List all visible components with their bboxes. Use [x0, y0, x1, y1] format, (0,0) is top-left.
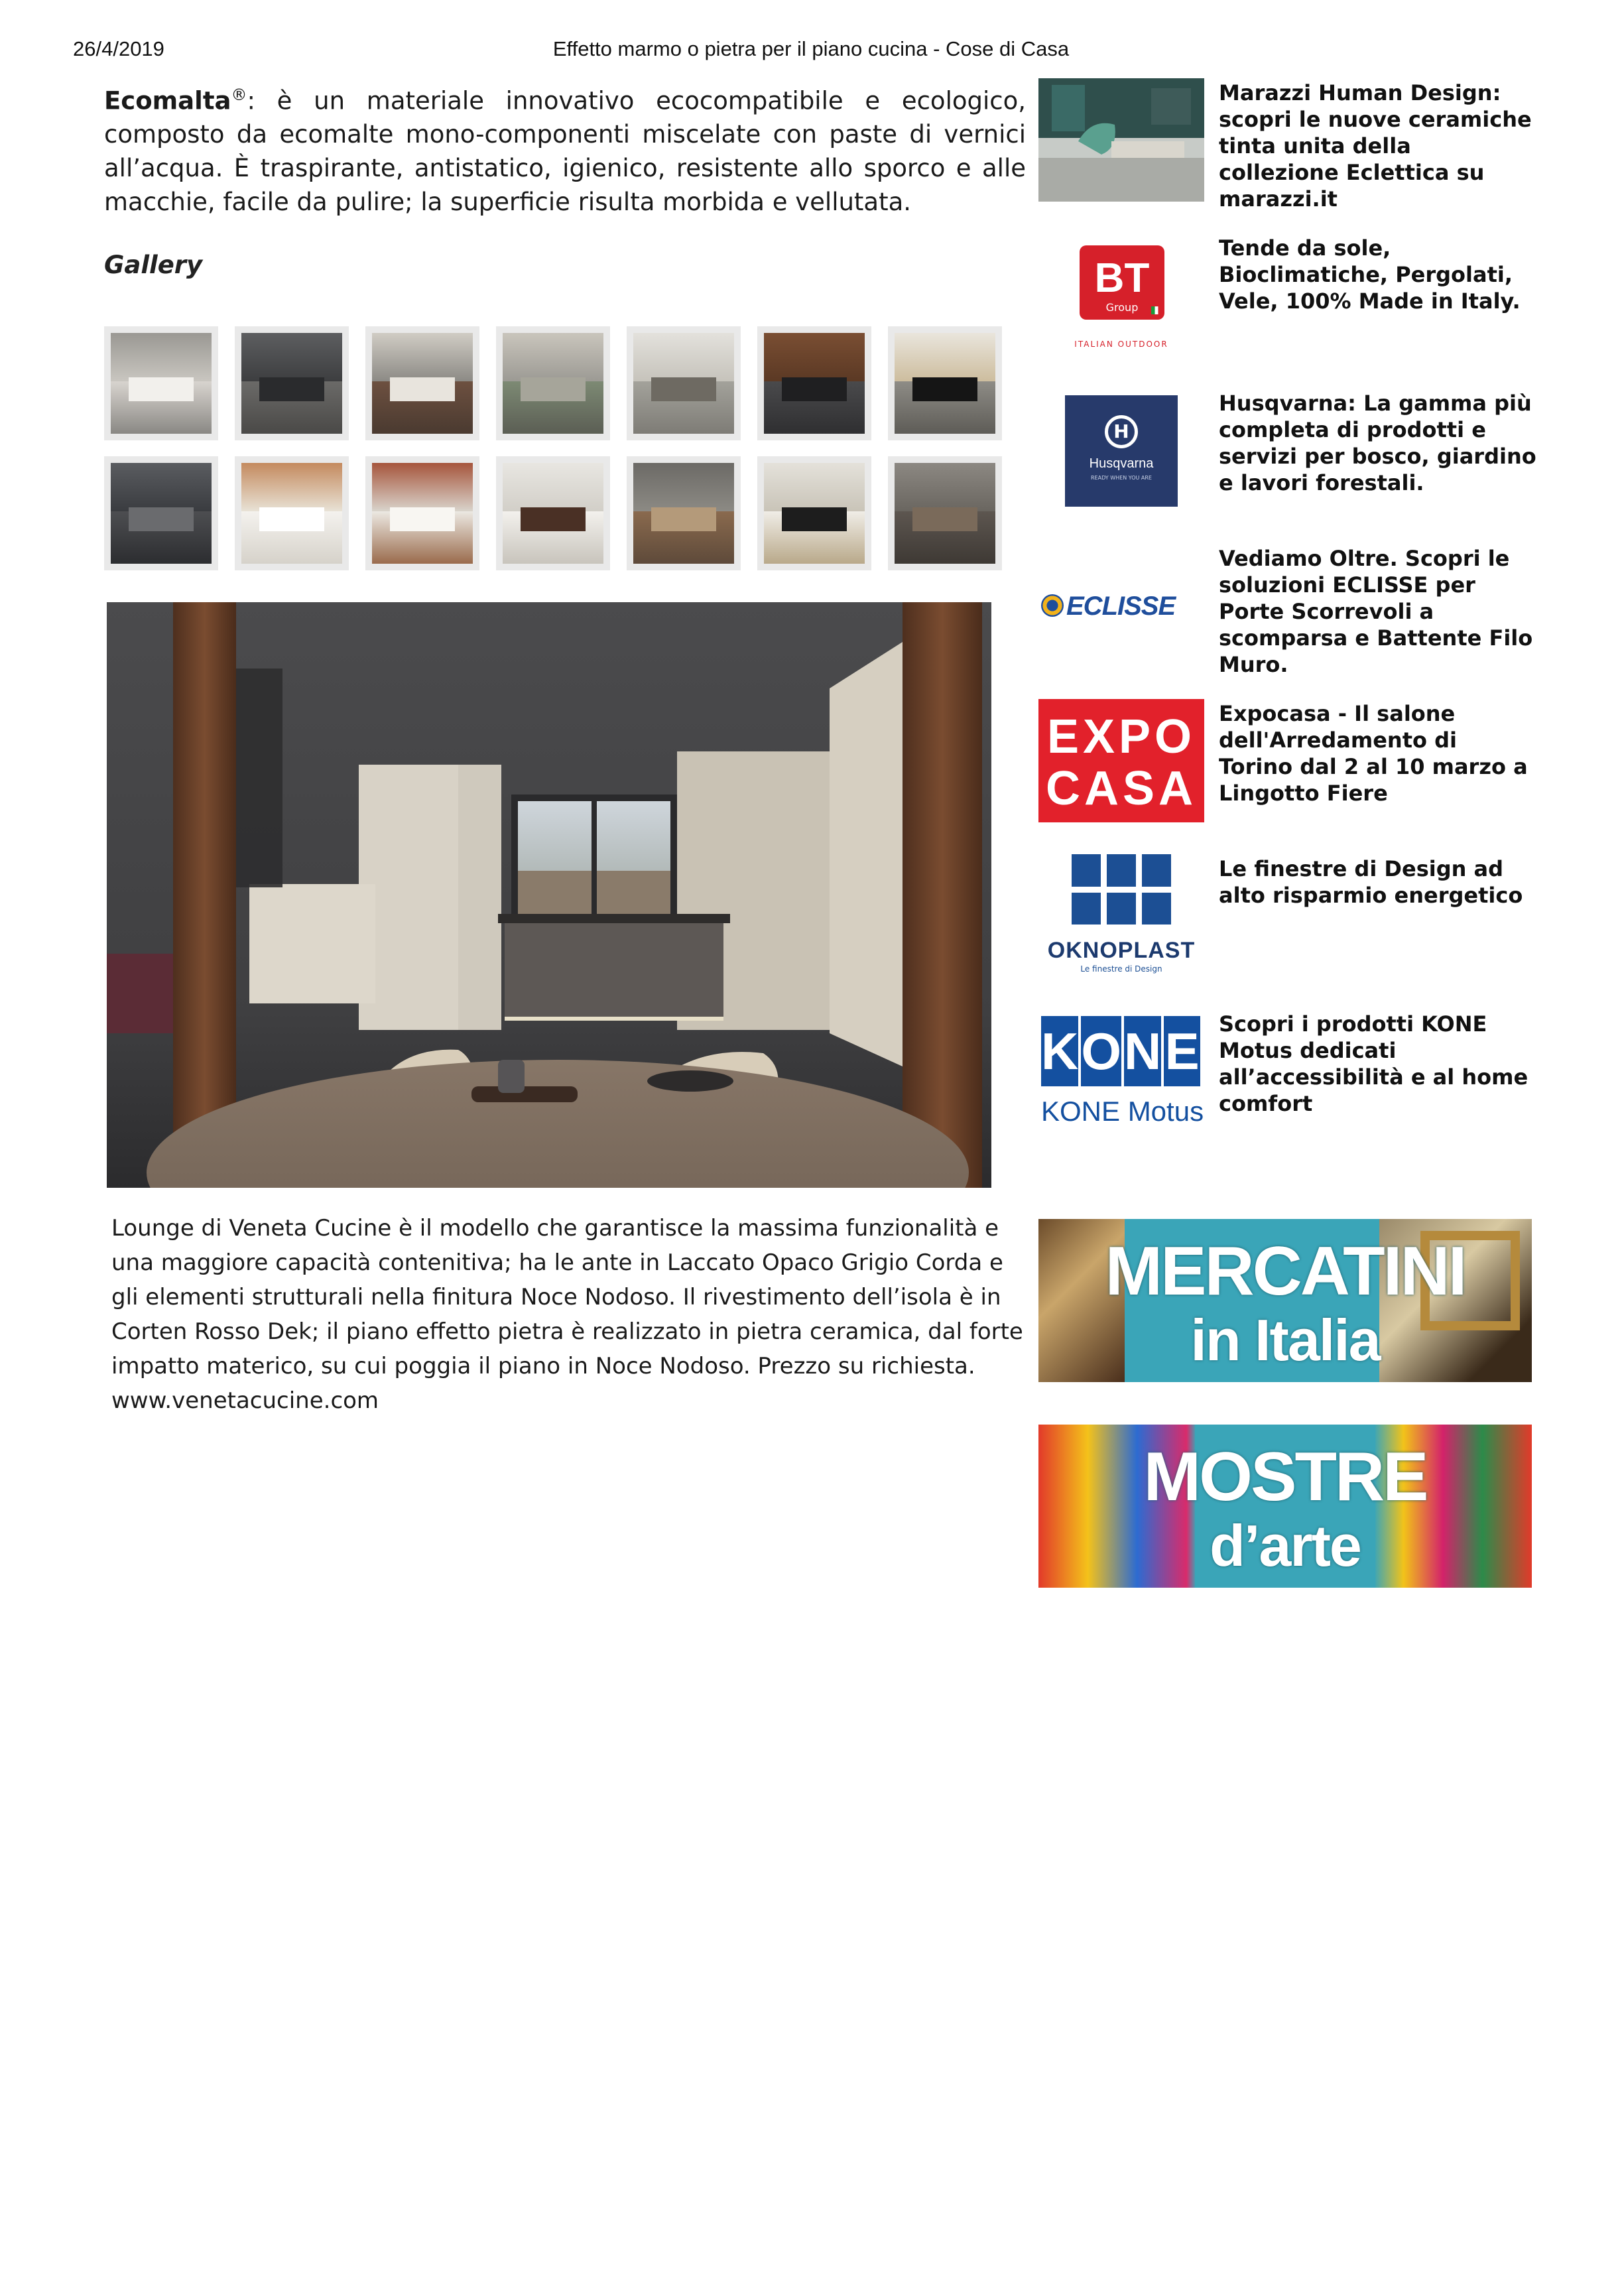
intro-text: : è un materiale innovativo ecocompatibile e ecologico, composto da ecomalte mono-componenti miscelate con paste di vernici all’acqua. È traspirante, antistatico, igienico, resistente allo sporco e alle macchie, facile da pulire; la superficie risulta morbida e vellutata. — [104, 86, 1026, 217]
kone-letters: K O N E — [1041, 1016, 1200, 1086]
kone-ad-text[interactable]: Scopri i prodotti KONE Motus dedicati all’accessibilità e al home comfort — [1219, 1011, 1528, 1116]
expocasa-line2: CASA — [1045, 762, 1197, 815]
husqvarna-ad-text[interactable]: Husqvarna: La gamma più completa di prodotti e servizi per bosco, giardino e lavori forestali. — [1219, 391, 1536, 495]
gallery-thumb[interactable] — [104, 326, 218, 440]
husqvarna-crown-icon: H — [1105, 415, 1138, 448]
husqvarna-logo[interactable] — [1038, 389, 1204, 512]
gallery-thumb[interactable] — [365, 456, 479, 570]
mostre-line1: MOSTRE — [1143, 1438, 1427, 1515]
husqvarna-wordmark: Husqvarna — [1089, 456, 1154, 471]
gallery-thumb[interactable] — [627, 326, 741, 440]
mercatini-banner[interactable] — [1038, 1219, 1532, 1382]
veneta-link[interactable]: www.venetacucine.com — [111, 1387, 379, 1414]
oknoplast-wordmark: OKNOPLAST — [1047, 938, 1196, 963]
gallery-thumb[interactable] — [888, 326, 1002, 440]
oknoplast-logo[interactable] — [1038, 854, 1204, 978]
marazzi-ad-image[interactable] — [1038, 78, 1204, 202]
husqvarna-tagline: READY WHEN YOU ARE — [1091, 475, 1152, 481]
bt-logo-text: BT — [1094, 255, 1150, 301]
bt-ad-text[interactable]: Tende da sole, Bioclimatiche, Pergolati, Vele, 100% Made in Italy. — [1219, 235, 1521, 314]
kone-sub: KONE Motus — [1041, 1096, 1204, 1127]
gallery-thumb[interactable] — [365, 326, 479, 440]
expocasa-logo[interactable] — [1038, 699, 1204, 822]
husqvarna-box — [1065, 395, 1178, 507]
gallery-heading: Gallery — [104, 251, 203, 279]
eclisse-ad-text[interactable]: Vediamo Oltre. Scopri le soluzioni ECLISSE per Porte Scorrevoli a scomparsa e Battente Filo Muro. — [1219, 546, 1533, 677]
mostre-banner[interactable] — [1038, 1425, 1532, 1588]
gallery-thumb[interactable] — [104, 456, 218, 570]
mercatini-line1: MERCATINI — [1105, 1233, 1466, 1310]
intro-paragraph — [104, 78, 1026, 219]
oknoplast-ad-text[interactable]: Le finestre di Design ad alto risparmio energetico — [1219, 856, 1523, 908]
expocasa-line1: EXPO — [1046, 710, 1196, 763]
mostre-line2: d’arte — [1210, 1513, 1361, 1578]
bt-group-logo[interactable] — [1038, 233, 1204, 357]
bt-logo-sub: Group — [1105, 301, 1139, 314]
bt-logo-foot: ITALIAN OUTDOOR — [1074, 340, 1168, 349]
print-title: Effetto marmo o pietra per il piano cucina - Cose di Casa — [552, 37, 1070, 60]
print-date: 26/4/2019 — [73, 37, 164, 60]
kone-logo[interactable] — [1038, 1009, 1204, 1142]
eclisse-logo[interactable] — [1038, 544, 1204, 667]
mercatini-line2: in Italia — [1190, 1307, 1380, 1373]
expocasa-ad-text[interactable]: Expocasa - Il salone dell'Arredamento di Torino dal 2 al 10 marzo a Lingotto Fiere — [1219, 701, 1528, 806]
gallery-thumb[interactable] — [496, 456, 610, 570]
oknoplast-window-icon — [1072, 854, 1171, 925]
kitchen-illustration — [107, 602, 991, 1188]
gallery-thumb[interactable] — [757, 326, 871, 440]
gallery-thumb[interactable] — [627, 456, 741, 570]
marazzi-ad-text[interactable]: Marazzi Human Design: scopri le nuove ceramiche tinta unita della collezione Eclettica su marazzi.it — [1219, 80, 1532, 212]
gallery-thumb[interactable] — [496, 326, 610, 440]
registered-mark: ® — [231, 86, 247, 104]
gallery-thumb[interactable] — [888, 456, 1002, 570]
eclisse-wordmark: ECLISSE — [1066, 592, 1176, 621]
kitchen-caption — [111, 1211, 1027, 1418]
caption-text: Lounge di Veneta Cucine è il modello che garantisce la massima funzionalità e una maggiore capacità contenitiva; ha le ante in Laccato Opaco Grigio Corda e gli elementi strutturali nella finitura Noce Nodoso. Il rivestimento dell’isola è in Corten Rosso Dek; il piano effetto pietra è realizzato in pietra ceramica, dal forte impatto materico, su cui poggia il piano in Noce Nodoso. Prezzo su richiesta. — [111, 1215, 1023, 1379]
bt-flag-icon — [1151, 306, 1162, 314]
gallery-thumb[interactable] — [757, 456, 871, 570]
gallery-thumb[interactable] — [235, 456, 349, 570]
eclisse-eye-icon — [1041, 594, 1064, 617]
intro-term: Ecomalta — [104, 86, 231, 115]
oknoplast-tagline: Le finestre di Design — [1080, 964, 1162, 974]
gallery-thumb[interactable] — [235, 326, 349, 440]
kitchen-photo — [107, 602, 991, 1188]
bt-logo-box — [1080, 245, 1164, 320]
